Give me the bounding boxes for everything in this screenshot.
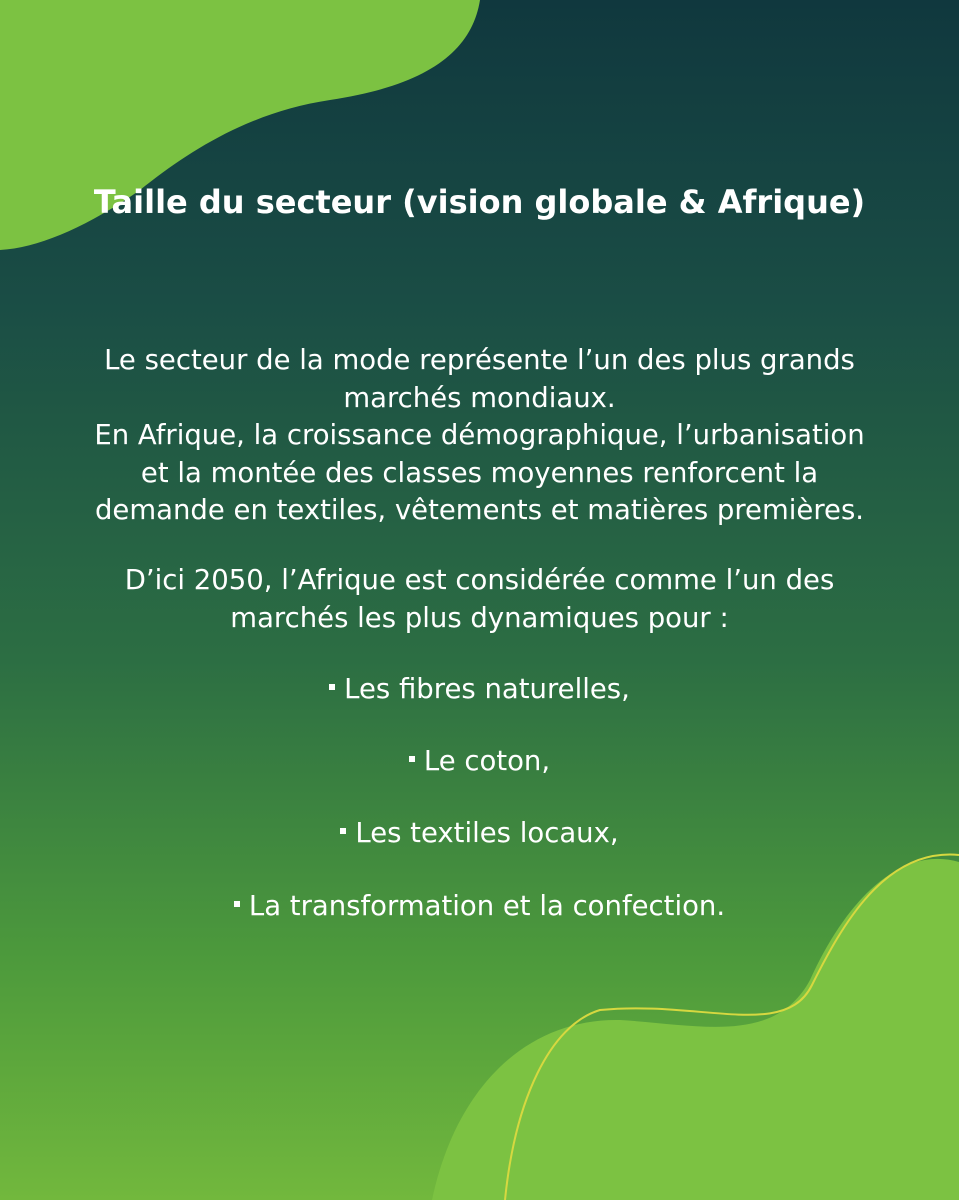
page-title: Taille du secteur (vision globale & Afrique) — [93, 183, 866, 221]
outlook-line: D’ici 2050, l’Afrique est considérée comme l’un des — [124, 564, 835, 596]
list-item — [0, 815, 959, 853]
intro-line: demande en textiles, vêtements et matières premières. — [94, 494, 865, 526]
intro-line: Le secteur de la mode représente l’un des plus grands — [104, 344, 855, 376]
bullet-square-icon — [234, 901, 240, 907]
outlook-line: marchés les plus dynamiques pour : — [230, 601, 729, 634]
intro-line: marchés mondiaux. — [343, 381, 616, 414]
list-item — [0, 671, 959, 709]
list-item-text: Les fibres naturelles, — [344, 673, 630, 705]
list-item-text: Les textiles locaux, — [355, 817, 619, 849]
bullet-square-icon — [329, 684, 335, 690]
list-item — [0, 743, 959, 781]
intro-line: et la montée des classes moyennes renforcent la — [140, 456, 819, 489]
outlook-paragraph — [30, 562, 929, 637]
list-item-text: Le coton, — [423, 745, 551, 777]
intro-paragraph — [30, 342, 929, 530]
list-item — [0, 888, 959, 926]
bullet-square-icon — [409, 756, 415, 762]
intro-line: En Afrique, la croissance démographique, l’urbanisation — [94, 419, 865, 451]
bullet-square-icon — [340, 828, 346, 834]
list-item-text: La transformation et la confection. — [248, 890, 726, 922]
